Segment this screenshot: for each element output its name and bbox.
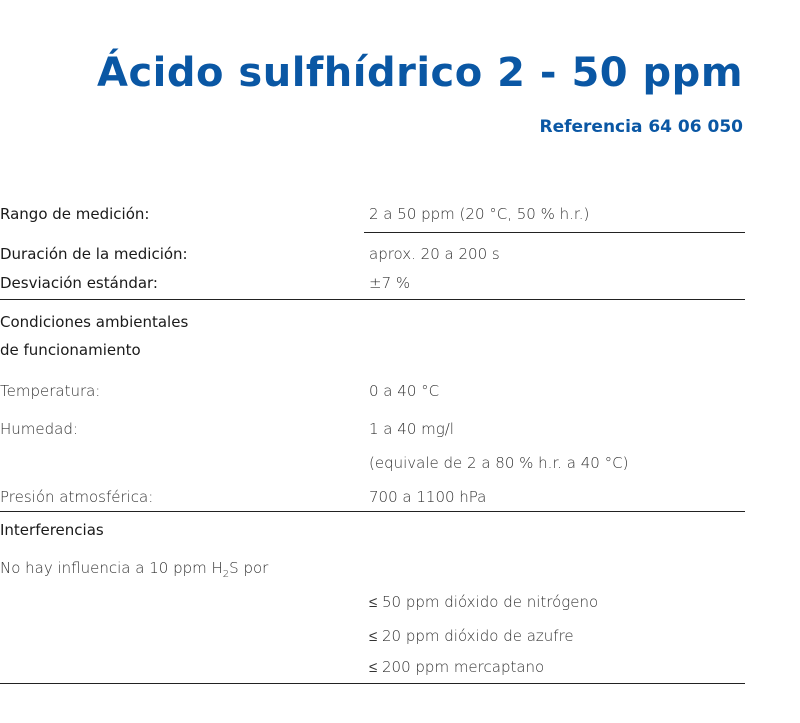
temperature-value: 0 a 40 °C bbox=[369, 382, 440, 400]
conditions-heading-line1 bbox=[0, 309, 745, 335]
spec-row-temperature bbox=[0, 378, 745, 404]
conditions-heading-cont: de funcionamiento bbox=[0, 341, 141, 359]
interference-heading: Interferencias bbox=[0, 521, 104, 539]
temperature-label: Temperatura: bbox=[0, 382, 101, 400]
conditions-heading-line2 bbox=[0, 337, 745, 363]
intro-suffix: S por bbox=[229, 559, 269, 577]
interference-intro bbox=[0, 559, 268, 580]
conditions-heading: Condiciones ambientales bbox=[0, 313, 189, 331]
divider bbox=[0, 511, 745, 512]
pressure-value: 700 a 1100 hPa bbox=[369, 488, 487, 506]
interference-intro-row bbox=[0, 555, 745, 581]
spec-row-pressure bbox=[0, 484, 745, 510]
interference-item-text: ≤ 200 ppm mercaptano bbox=[369, 658, 545, 676]
reference-number: Referencia 64 06 050 bbox=[539, 117, 743, 137]
spec-row-duration bbox=[0, 241, 745, 267]
humidity-value: 1 a 40 mg/l bbox=[369, 420, 454, 438]
humidity-note: (equivale de 2 a 80 % h.r. a 40 °C) bbox=[369, 454, 629, 472]
intro-prefix: No hay influencia a 10 ppm H bbox=[0, 559, 223, 577]
interference-item-text: ≤ 20 ppm dióxido de azufre bbox=[369, 627, 574, 645]
duration-value: aprox. 20 a 200 s bbox=[369, 245, 500, 263]
interference-item bbox=[0, 623, 745, 649]
pressure-label: Presión atmosférica: bbox=[0, 488, 154, 506]
spec-row-humidity-note bbox=[0, 450, 745, 476]
divider bbox=[364, 232, 745, 233]
deviation-label: Desviación estándar: bbox=[0, 274, 158, 292]
deviation-value: ±7 % bbox=[369, 274, 411, 292]
spec-row-humidity bbox=[0, 416, 745, 442]
interference-item bbox=[0, 589, 745, 615]
interference-item-text: ≤ 50 ppm dióxido de nitrógeno bbox=[369, 593, 599, 611]
interference-heading-row bbox=[0, 517, 745, 543]
range-value: 2 a 50 ppm (20 °C, 50 % h.r.) bbox=[369, 205, 590, 223]
interference-item bbox=[0, 654, 745, 680]
intro-subscript: 2 bbox=[222, 569, 230, 580]
spec-row-deviation bbox=[0, 270, 745, 296]
divider bbox=[0, 683, 745, 684]
duration-label: Duración de la medición: bbox=[0, 245, 188, 263]
divider bbox=[0, 299, 745, 300]
range-label: Rango de medición: bbox=[0, 205, 150, 223]
page-title: Ácido sulfhídrico 2 - 50 ppm bbox=[96, 50, 743, 96]
spec-row-range bbox=[0, 201, 745, 227]
humidity-label: Humedad: bbox=[0, 420, 78, 438]
